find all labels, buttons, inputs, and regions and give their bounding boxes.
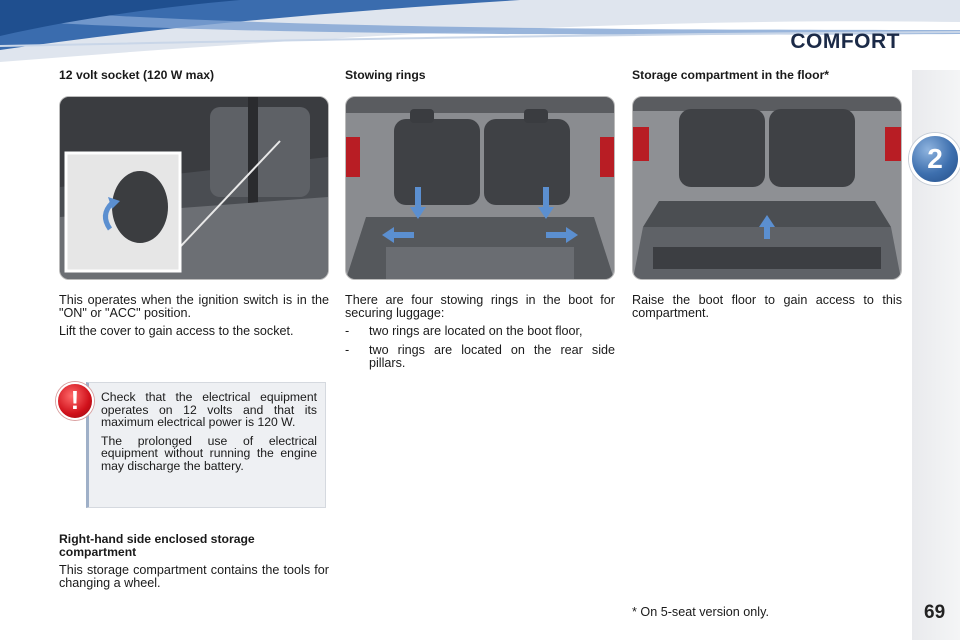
chapter-number-badge: 2 [909,133,960,185]
warning-paragraph: Check that the electrical equipment operates on 12 volts and that its maximum electrical power is 120 W. [101,390,317,430]
page-number: 69 [924,602,946,623]
column-floor-storage [632,66,902,325]
chapter-title: COMFORT [790,30,900,53]
warning-box [86,382,326,508]
paragraph: There are four stowing rings in the boot for securing luggage: [345,293,615,320]
stowing-rings-list [345,325,615,370]
list-item: - two rings are located on the boot floor, [345,324,583,338]
exclamation-icon: ! [56,382,94,420]
floor-storage-illustration [632,96,902,280]
storage-heading: Right-hand side enclosed storage compartment [59,532,255,559]
column-12v-socket [59,66,329,343]
section-heading: 12 volt socket (120 W max) [59,68,215,82]
storage-text: This storage compartment contains the tools for changing a wheel. [59,563,329,590]
paragraph: This operates when the ignition switch is in the "ON" or "ACC" position. [59,293,329,320]
column-stowing-rings [345,66,615,376]
warning-paragraph: The prolonged use of electrical equipment without running the engine may discharge the battery. [101,433,317,473]
paragraph: Lift the cover to gain access to the socket. [59,324,294,338]
list-item: - two rings are located on the rear side pillars. [345,343,615,370]
stowing-rings-illustration [345,96,615,280]
paragraph: Raise the boot floor to gain access to this compartment. [632,293,902,320]
section-heading: Stowing rings [345,68,426,82]
socket-illustration [59,96,329,280]
footnote: * On 5-seat version only. [632,605,769,619]
section-heading: Storage compartment in the floor* [632,68,830,82]
